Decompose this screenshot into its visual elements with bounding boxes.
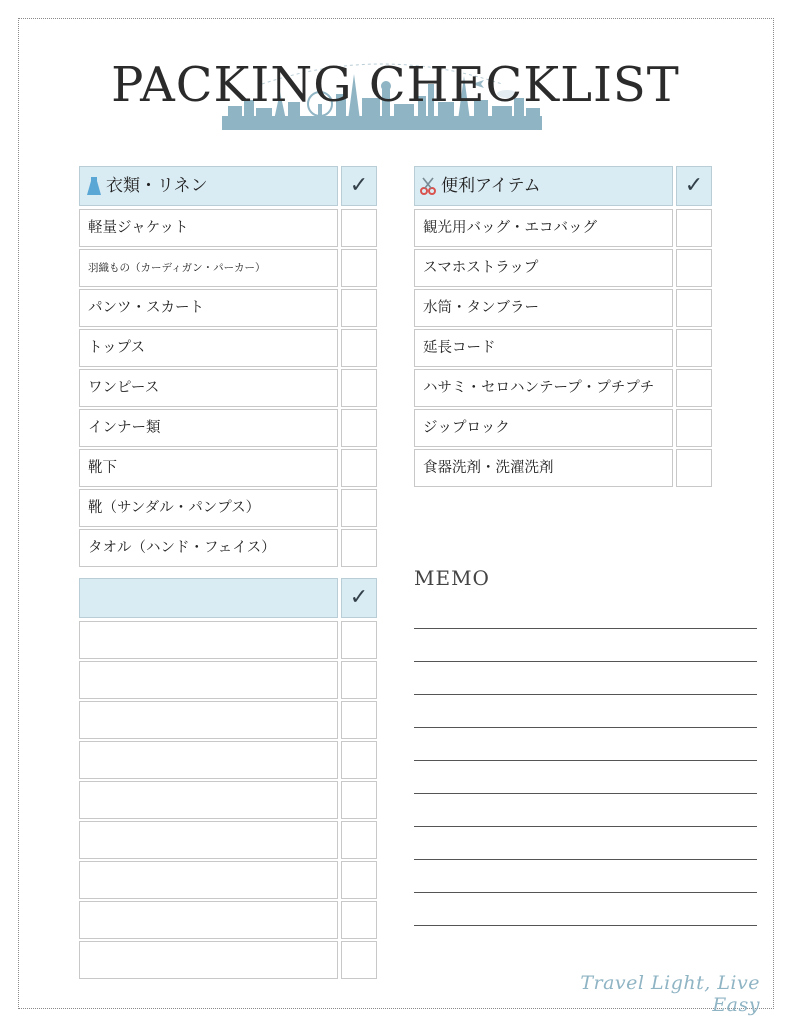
- item-label[interactable]: [79, 741, 338, 779]
- item-checkbox[interactable]: [676, 449, 712, 487]
- useful-header-label: 便利アイテム: [441, 176, 541, 196]
- item-label[interactable]: [79, 781, 338, 819]
- item-label[interactable]: [79, 821, 338, 859]
- useful-header: [414, 166, 673, 206]
- item-checkbox[interactable]: [341, 861, 377, 899]
- item-label[interactable]: [79, 621, 338, 659]
- item-label: ワンピース: [79, 369, 338, 407]
- item-label: タオル（ハンド・フェイス）: [79, 529, 338, 567]
- scissors-icon: [419, 175, 439, 197]
- blank-header-check: ✓: [341, 578, 377, 618]
- memo-line[interactable]: [414, 892, 757, 893]
- memo-line[interactable]: [414, 727, 757, 728]
- item-checkbox[interactable]: [341, 821, 377, 859]
- item-label: 水筒・タンブラー: [414, 289, 673, 327]
- page-title: PACKING CHECKLIST: [111, 57, 680, 113]
- item-label: インナー類: [79, 409, 338, 447]
- item-checkbox[interactable]: [341, 621, 377, 659]
- item-checkbox[interactable]: [341, 661, 377, 699]
- clothing-header: [79, 166, 338, 206]
- item-checkbox[interactable]: [341, 701, 377, 739]
- item-label: ハサミ・セロハンテープ・プチプチ: [414, 369, 673, 407]
- memo-line[interactable]: [414, 661, 757, 662]
- item-checkbox[interactable]: [676, 329, 712, 367]
- memo-line[interactable]: [414, 694, 757, 695]
- blank-header[interactable]: [79, 578, 338, 618]
- item-checkbox[interactable]: [341, 329, 377, 367]
- item-label[interactable]: [79, 661, 338, 699]
- memo-line[interactable]: [414, 793, 757, 794]
- memo-line[interactable]: [414, 859, 757, 860]
- item-checkbox[interactable]: [341, 209, 377, 247]
- item-label: トップス: [79, 329, 338, 367]
- footer-tagline: Travel Light, Live Easy: [580, 972, 760, 1016]
- item-label[interactable]: [79, 901, 338, 939]
- item-label: スマホストラップ: [414, 249, 673, 287]
- memo-line[interactable]: [414, 760, 757, 761]
- item-checkbox[interactable]: [676, 289, 712, 327]
- item-checkbox[interactable]: [341, 741, 377, 779]
- memo-line[interactable]: [414, 925, 757, 926]
- item-checkbox[interactable]: [341, 781, 377, 819]
- item-checkbox[interactable]: [341, 409, 377, 447]
- item-checkbox[interactable]: [341, 901, 377, 939]
- item-label: 靴下: [79, 449, 338, 487]
- dress-icon: [84, 175, 104, 197]
- item-label: 延長コード: [414, 329, 673, 367]
- item-checkbox[interactable]: [676, 209, 712, 247]
- memo-title: MEMO: [414, 566, 490, 590]
- item-label: 靴（サンダル・パンプス）: [79, 489, 338, 527]
- item-label: 観光用バッグ・エコバッグ: [414, 209, 673, 247]
- item-checkbox[interactable]: [341, 941, 377, 979]
- item-checkbox[interactable]: [341, 249, 377, 287]
- useful-header-check: ✓: [676, 166, 712, 206]
- clothing-header-label: 衣類・リネン: [106, 176, 208, 196]
- item-checkbox[interactable]: [676, 249, 712, 287]
- item-label[interactable]: [79, 941, 338, 979]
- memo-line[interactable]: [414, 628, 757, 629]
- item-checkbox[interactable]: [341, 529, 377, 567]
- item-label: 食器洗剤・洗濯洗剤: [414, 449, 673, 487]
- item-label[interactable]: [79, 861, 338, 899]
- item-checkbox[interactable]: [676, 369, 712, 407]
- item-checkbox[interactable]: [341, 369, 377, 407]
- memo-line[interactable]: [414, 826, 757, 827]
- item-checkbox[interactable]: [341, 289, 377, 327]
- item-label: 軽量ジャケット: [79, 209, 338, 247]
- item-label: ジップロック: [414, 409, 673, 447]
- item-label: 羽織もの（カーディガン・パーカー）: [79, 249, 338, 287]
- item-label: パンツ・スカート: [79, 289, 338, 327]
- clothing-header-check: ✓: [341, 166, 377, 206]
- item-checkbox[interactable]: [676, 409, 712, 447]
- item-checkbox[interactable]: [341, 489, 377, 527]
- item-label[interactable]: [79, 701, 338, 739]
- item-checkbox[interactable]: [341, 449, 377, 487]
